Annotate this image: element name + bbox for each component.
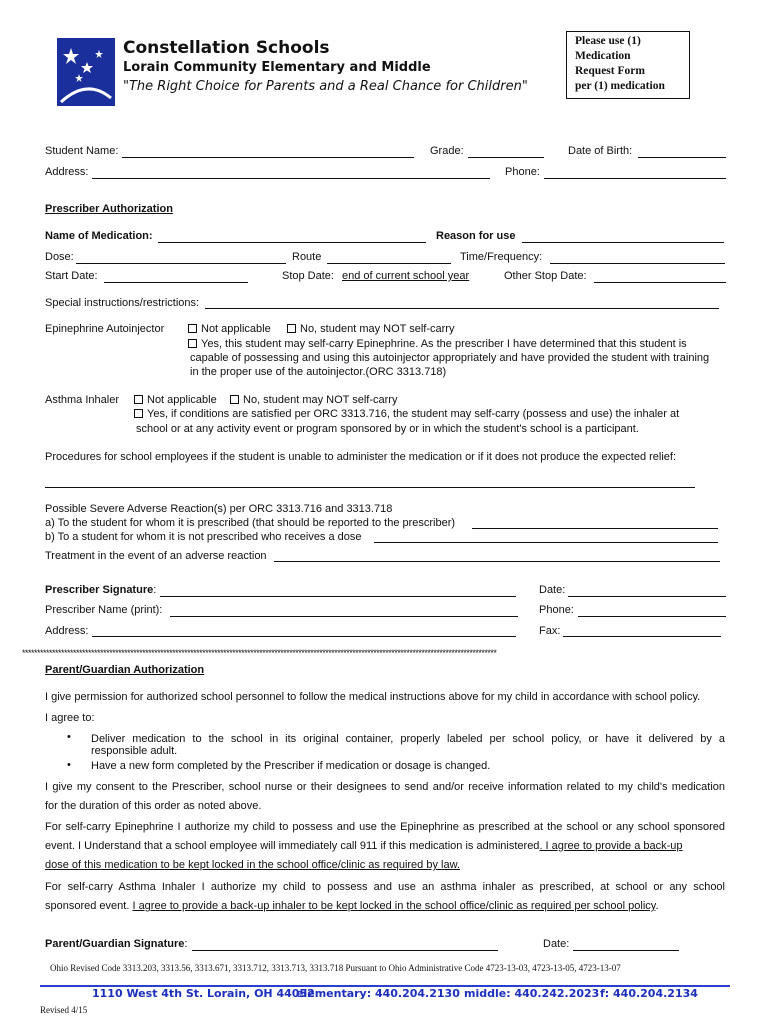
legal-references: Ohio Revised Code 3313.203, 3313.56, 3313.671, 3313.712, 3313.713, 3313.718 Pursuant to Ohio Administrative Code 4723-13-03, 4723-13-05, 4723-13-07 — [50, 963, 621, 973]
asthma-not-applicable-option[interactable] — [134, 394, 217, 406]
prescriber-fax-label: Fax: — [539, 625, 561, 637]
student-name-field[interactable] — [122, 157, 414, 158]
asthma-label: Asthma Inhaler — [45, 394, 119, 406]
epi-authorization-text: For self-carry Epinephrine I authorize my child to possess and use the Epinephrine as prescribed at the school or any school sponsored — [45, 821, 725, 833]
dose-field[interactable] — [76, 263, 286, 264]
epi-no-self-carry-text: No, student may NOT self-carry — [300, 323, 455, 335]
epi-authorization-call-911: event. I Understand that a school employee will immediately call 911 if this medication is administered — [45, 840, 540, 852]
grade-label: Grade: — [430, 145, 464, 157]
prescriber-signature-colon: : — [153, 584, 157, 596]
route-label: Route — [292, 251, 322, 263]
asthma-yes-text: Yes, if conditions are satisfied per ORC 3313.716, the student may self-carry (possess and use) the inhaler at — [147, 408, 680, 420]
special-instructions-field[interactable] — [205, 308, 719, 309]
prescriber-phone-field[interactable] — [578, 616, 726, 617]
stop-date-label: Stop Date: — [282, 270, 334, 282]
reaction-a-field[interactable] — [472, 528, 718, 529]
prescriber-address-label: Address: — [45, 625, 89, 637]
bullet-deliver-text: Deliver medication to the school in its original container, properly labeled per school policy, or have it delivered by a — [91, 733, 725, 745]
other-stop-date-label: Other Stop Date: — [504, 270, 587, 282]
reaction-b-label: b) To a student for whom it is not prescribed who receives a dose — [45, 531, 362, 543]
asthma-authorization-line2 — [45, 900, 659, 912]
epi-no-self-carry-option[interactable] — [287, 323, 454, 335]
prescriber-phone-label: Phone: — [539, 604, 574, 616]
start-date-label: Start Date: — [45, 270, 98, 282]
asthma-authorization-period: . — [655, 900, 659, 912]
school-name: Constellation Schools — [123, 38, 330, 58]
procedures-field[interactable] — [45, 487, 695, 488]
epi-authorization-line2 — [45, 840, 683, 852]
procedures-label: Procedures for school employees if the student is unable to administer the medication or if it does not produce the expected relief: — [45, 451, 677, 463]
asthma-authorization-text: For self-carry Asthma Inhaler I authorize my child to possess and use an asthma inhaler as prescribed, at school or any school — [45, 881, 725, 893]
address-label: Address: — [45, 166, 89, 178]
parent-date-label: Date: — [543, 938, 570, 950]
notice-line: Medication — [575, 50, 631, 62]
route-field[interactable] — [327, 263, 451, 264]
prescriber-signature-text: Prescriber Signature — [45, 584, 154, 596]
treatment-label: Treatment in the event of an adverse reaction — [45, 550, 267, 562]
asthma-yes-text-line2: school or at any activity event or program sponsored by or in which the student's school is a participant. — [136, 423, 639, 435]
consent-text-line2: for the duration of this order as noted above. — [45, 800, 262, 812]
phone-label: Phone: — [505, 166, 540, 178]
reason-field[interactable] — [522, 242, 724, 243]
footer-fax: f: 440.204.2134 — [600, 987, 698, 1000]
reactions-title: Possible Severe Adverse Reaction(s) per ORC 3313.716 and 3313.718 — [45, 503, 393, 515]
bullet-new-form-text: Have a new form completed by the Prescriber if medication or dosage is changed. — [91, 760, 491, 772]
asthma-not-applicable-text: Not applicable — [147, 394, 217, 406]
checkbox-icon[interactable] — [188, 324, 197, 333]
time-frequency-field[interactable] — [550, 263, 725, 264]
other-stop-date-field[interactable] — [594, 282, 726, 283]
parent-signature-text: Parent/Guardian Signature — [45, 938, 185, 950]
agree-label: I agree to: — [45, 712, 95, 724]
checkbox-icon[interactable] — [287, 324, 296, 333]
reason-label: Reason for use — [436, 230, 516, 242]
prescriber-fax-field[interactable] — [563, 636, 721, 637]
asthma-no-self-carry-text: No, student may NOT self-carry — [243, 394, 398, 406]
asthma-authorization-start: sponsored event. — [45, 900, 133, 912]
section-separator: ************************************************************************************************************************************************************** — [22, 648, 497, 658]
reaction-a-label: a) To the student for whom it is prescribed (that should be reported to the prescriber) — [45, 517, 456, 529]
parent-date-field[interactable] — [573, 950, 679, 951]
consent-text: I give my consent to the Prescriber, school nurse or their designees to send and/or receive information related to my child's medication — [45, 781, 725, 793]
stop-date-value[interactable]: end of current school year — [342, 270, 470, 282]
asthma-backup-text: I agree to provide a back-up inhaler to be kept locked in the school office/clinic as required per school policy — [132, 900, 656, 912]
parent-signature-field[interactable] — [192, 950, 498, 951]
epi-yes-text: Yes, this student may self-carry Epinephrine. As the prescriber I have determined that this student is — [201, 338, 687, 350]
dob-label: Date of Birth: — [568, 145, 633, 157]
reaction-b-field[interactable] — [374, 542, 718, 543]
school-logo — [57, 38, 115, 106]
epi-yes-text-line2: capable of possessing and using this autoinjector appropriately and have provided the student with training — [190, 352, 710, 364]
constellation-logo-icon — [57, 38, 115, 106]
footer-elementary-phone: elementary: 440.204.2130 — [296, 987, 460, 1000]
treatment-field[interactable] — [274, 561, 720, 562]
checkbox-icon[interactable] — [188, 339, 197, 348]
checkbox-icon[interactable] — [230, 395, 239, 404]
prescriber-date-field[interactable] — [568, 596, 726, 597]
prescriber-address-field[interactable] — [92, 636, 516, 637]
footer-middle-phone: middle: 440.242.2023 — [464, 987, 600, 1000]
phone-field[interactable] — [544, 178, 726, 179]
epi-backup-text-line3: dose of this medication to be kept locked in the school office/clinic as required by law. — [45, 859, 460, 871]
asthma-yes-option[interactable] — [134, 408, 679, 420]
notice-line: per (1) medication — [575, 80, 665, 92]
special-instructions-label: Special instructions/restrictions: — [45, 297, 200, 309]
school-subtitle: Lorain Community Elementary and Middle — [123, 60, 431, 75]
address-field[interactable] — [92, 178, 490, 179]
bullet-icon: • — [67, 759, 71, 771]
checkbox-icon[interactable] — [134, 409, 143, 418]
epi-yes-option[interactable] — [188, 338, 687, 350]
parent-permission-text: I give permission for authorized school personnel to follow the medical instructions above for my child in accordance with school policy. — [45, 691, 701, 703]
epinephrine-label: Epinephrine Autoinjector — [45, 323, 165, 335]
epi-not-applicable-text: Not applicable — [201, 323, 271, 335]
epi-backup-text: . I agree to provide a back-up — [539, 840, 683, 852]
dose-label: Dose: — [45, 251, 74, 263]
grade-field[interactable] — [468, 157, 544, 158]
medication-name-label: Name of Medication: — [45, 230, 153, 242]
epi-not-applicable-option[interactable] — [188, 323, 271, 335]
notice-line: Request Form — [575, 65, 645, 77]
time-frequency-label: Time/Frequency: — [460, 251, 543, 263]
asthma-no-self-carry-option[interactable] — [230, 394, 397, 406]
revised-date: Revised 4/15 — [40, 1005, 88, 1015]
bullet-deliver-text-line2: responsible adult. — [91, 745, 178, 757]
prescriber-heading: Prescriber Authorization — [45, 203, 173, 215]
prescriber-signature-field[interactable] — [160, 596, 516, 597]
prescriber-signature-label — [45, 584, 156, 596]
footer-address: 1110 West 4th St. Lorain, OH 44052 — [92, 987, 315, 1000]
parent-heading: Parent/Guardian Authorization — [45, 664, 205, 676]
prescriber-name-label: Prescriber Name (print): — [45, 604, 163, 616]
parent-signature-colon: : — [184, 938, 188, 950]
prescriber-name-field[interactable] — [170, 616, 518, 617]
school-tagline: "The Right Choice for Parents and a Real Chance for Children" — [123, 79, 528, 94]
student-name-label: Student Name: — [45, 145, 119, 157]
checkbox-icon[interactable] — [134, 395, 143, 404]
bullet-icon: • — [67, 731, 71, 743]
notice-line: Please use (1) — [575, 35, 641, 47]
notice-box — [566, 31, 690, 99]
dob-field[interactable] — [638, 157, 726, 158]
start-date-field[interactable] — [104, 282, 248, 283]
epi-yes-text-line3: in the proper use of the autoinjector.(ORC 3313.718) — [190, 366, 447, 378]
medication-name-field[interactable] — [158, 242, 426, 243]
parent-signature-label — [45, 938, 187, 950]
prescriber-date-label: Date: — [539, 584, 566, 596]
